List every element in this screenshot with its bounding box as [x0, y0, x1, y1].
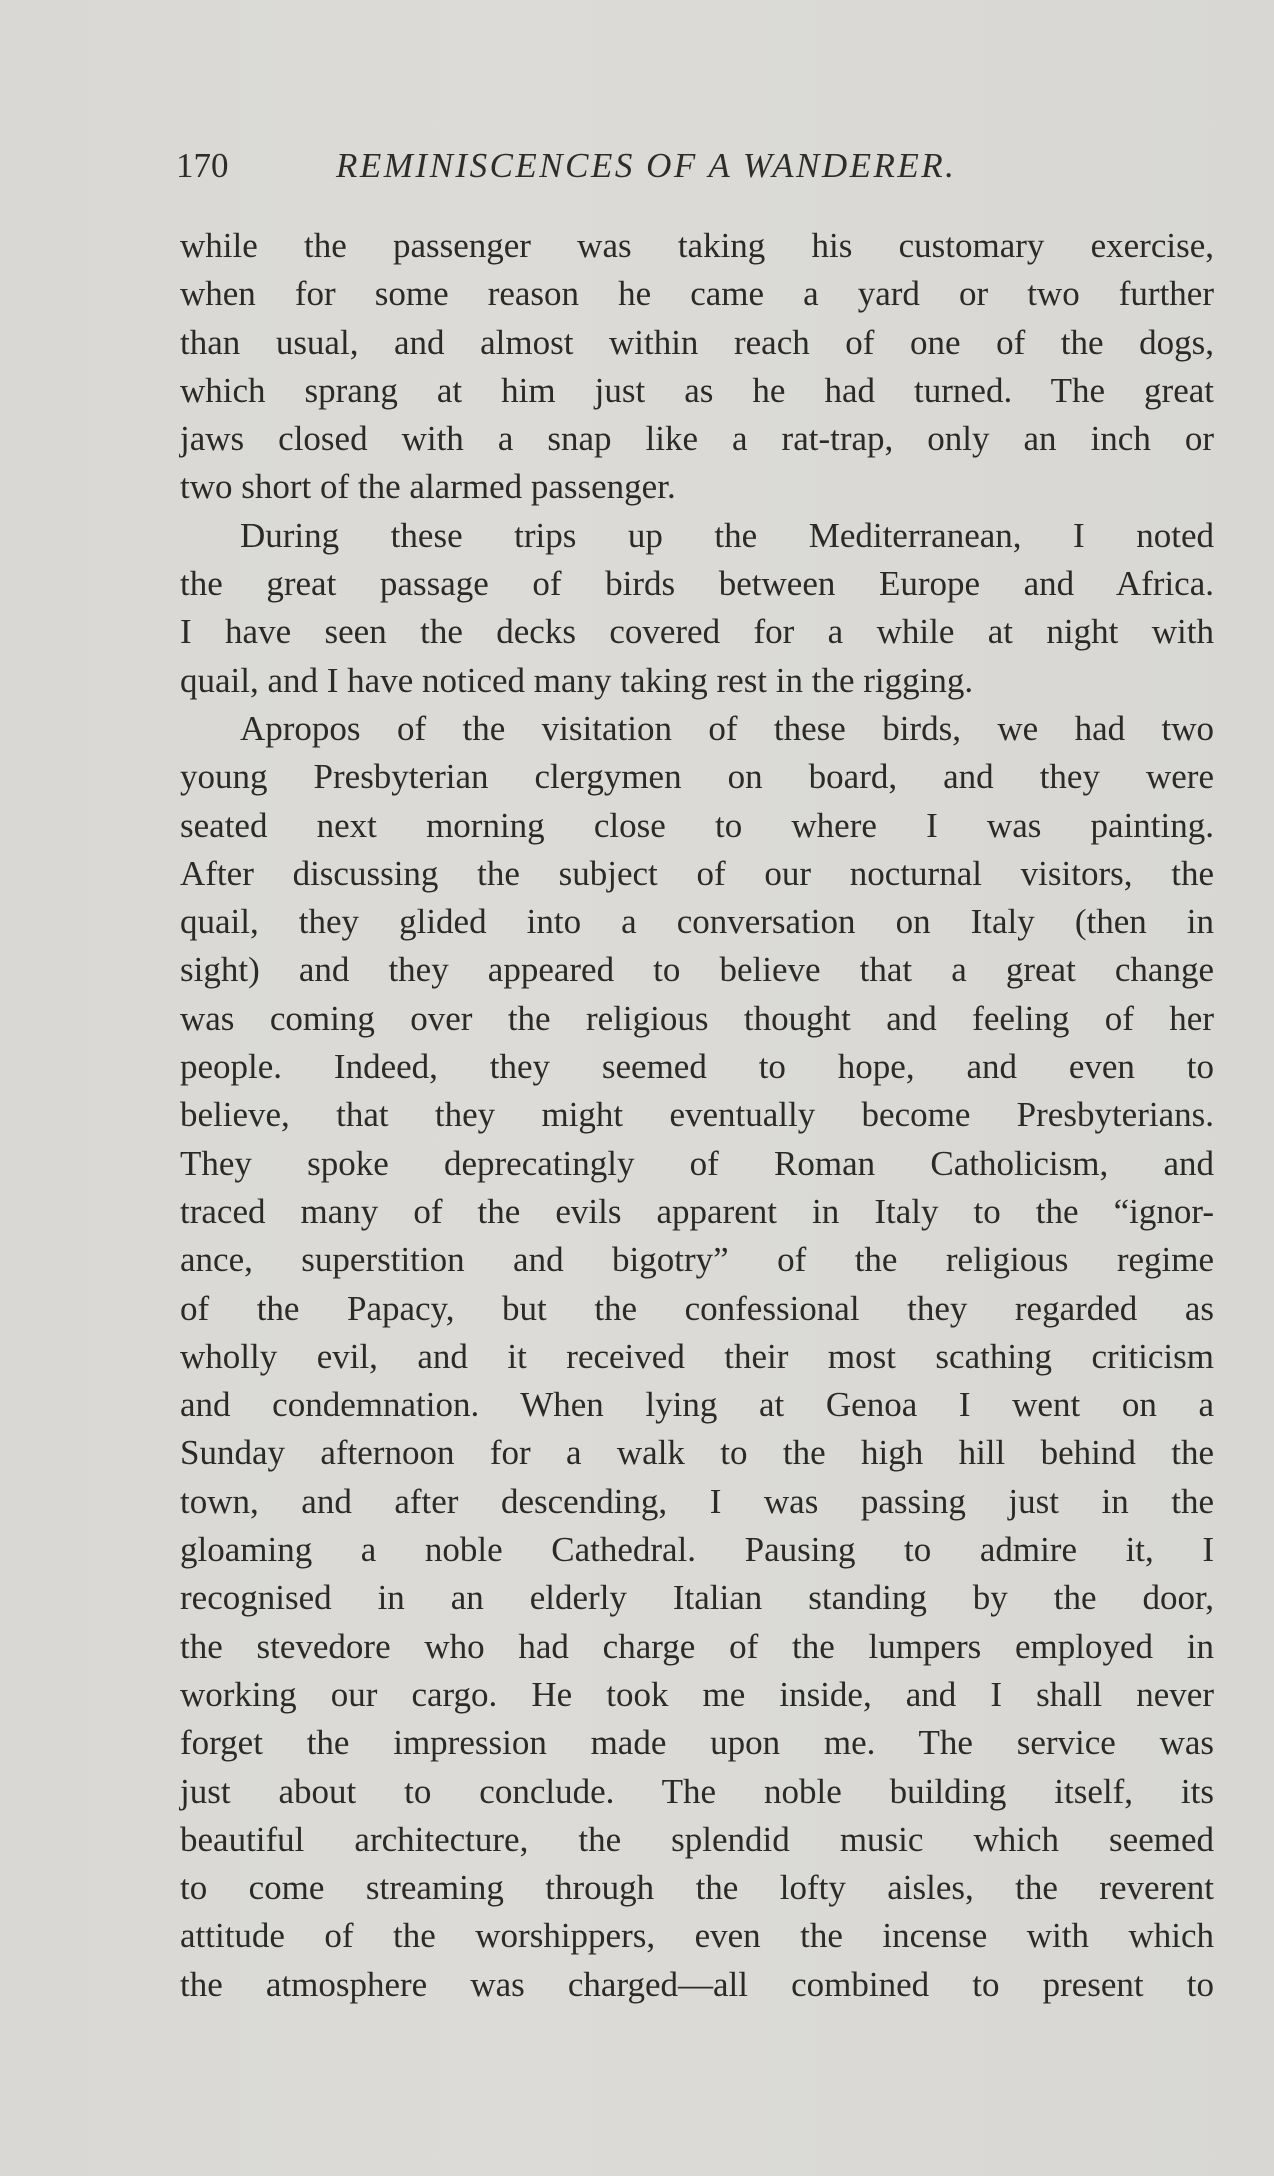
text-line: was coming over the religious thought and feeling of her [180, 998, 1214, 1038]
text-line: attitude of the worshippers, even the incense with which [180, 1916, 1214, 1956]
text-line: than usual, and almost within reach of one of the dogs, [180, 322, 1214, 362]
text-line: forget the impression made upon me. The service was [180, 1723, 1214, 1763]
text-line: of the Papacy, but the confessional they regarded as [180, 1288, 1214, 1328]
text-line: jaws closed with a snap like a rat-trap, only an inch or [180, 419, 1214, 459]
text-line: traced many of the evils apparent in Italy to the “ignor- [180, 1191, 1214, 1231]
text-line: and condemnation. When lying at Genoa I went on a [180, 1385, 1214, 1425]
text-line: gloaming a noble Cathedral. Pausing to admire it, I [180, 1530, 1214, 1570]
text-line: wholly evil, and it received their most scathing criticism [180, 1336, 1214, 1376]
text-line: seated next morning close to where I was painting. [180, 805, 1214, 845]
text-line: ance, superstition and bigotry” of the religious regime [180, 1240, 1214, 1280]
text-line: when for some reason he came a yard or two further [180, 274, 1214, 314]
paragraph-start-line: During these trips up the Mediterranean, I noted [240, 515, 1214, 555]
text-line: young Presbyterian clergymen on board, and they were [180, 757, 1214, 797]
text-line: which sprang at him just as he had turned. The great [180, 370, 1214, 410]
text-line: to come streaming through the lofty aisles, the reverent [180, 1868, 1214, 1908]
text-line: working our cargo. He took me inside, and I shall never [180, 1674, 1214, 1714]
text-line: After discussing the subject of our nocturnal visitors, the [180, 853, 1214, 893]
text-line: I have seen the decks covered for a while at night with [180, 612, 1214, 652]
text-line: the atmosphere was charged—all combined to present to [180, 1964, 1214, 2004]
page-header [176, 146, 1096, 194]
text-line: quail, and I have noticed many taking rest in the rigging. [180, 660, 974, 700]
page-number: 170 [176, 146, 229, 185]
text-line: while the passenger was taking his customary exercise, [180, 226, 1214, 265]
text-line: town, and after descending, I was passing just in the [180, 1481, 1214, 1521]
text-line: Sunday afternoon for a walk to the high hill behind the [180, 1433, 1214, 1473]
text-line: sight) and they appeared to believe that a great change [180, 950, 1214, 990]
text-line: people. Indeed, they seemed to hope, and even to [180, 1047, 1214, 1087]
text-line: the great passage of birds between Europe and Africa. [180, 564, 1214, 604]
text-line: They spoke deprecatingly of Roman Catholicism, and [180, 1143, 1214, 1183]
text-line: recognised in an elderly Italian standing by the door, [180, 1578, 1214, 1618]
text-line: quail, they glided into a conversation on Italy (then in [180, 902, 1214, 942]
body-text [180, 222, 1214, 2009]
text-line: believe, that they might eventually become Presbyterians. [180, 1095, 1214, 1135]
text-line: the stevedore who had charge of the lumpers employed in [180, 1626, 1214, 1666]
text-line: just about to conclude. The noble building itself, its [180, 1771, 1214, 1811]
paragraph-start-line: Apropos of the visitation of these birds, we had two [240, 708, 1214, 748]
text-line: beautiful architecture, the splendid music which seemed [180, 1819, 1214, 1859]
text-line: two short of the alarmed passenger. [180, 467, 676, 507]
running-title: REMINISCENCES OF A WANDERER. [336, 146, 957, 185]
